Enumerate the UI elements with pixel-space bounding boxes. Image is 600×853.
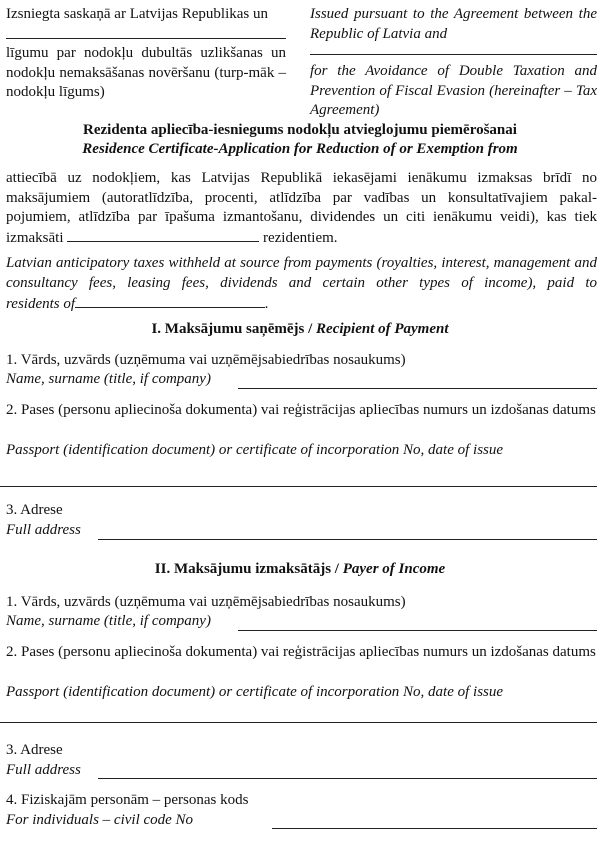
section1-heading-en: Recipient of Payment [316, 321, 449, 337]
s2-item1-en: Name, surname (title, if company) [6, 613, 211, 629]
intro-en: Latvian anticipatory taxes withheld at source from payments (royalties, interest, management and consultancy fees, leasing fees, dividends and certain other types of income), paid to [6, 255, 597, 291]
s2-item2-lv: 2. Pases (personu apliecinoša dokumenta) vai reģistrācijas apliecības numurs un izdošanas datums [6, 644, 596, 660]
intro-en-suffix: . [265, 296, 269, 312]
s2-civil-code-field[interactable] [272, 828, 597, 829]
s2-item3-lv: 3. Adrese [6, 742, 63, 758]
section2-heading-en: Payer of Income [342, 561, 446, 577]
intro-lv-last [6, 227, 597, 249]
header-left-line1: Izsniegta saskaņā ar Latvijas Republikas un [6, 6, 269, 22]
intro-lv: attiecībā uz nodokļiem, kas Latvijas Republikā iekasējami ienākumu izmaksas brīdī no maksājumiem (autoratlīdzība, procenti, atlīdzība par vadības un konsultatīvajiem pakal-pojumiem, atlīdzība par īpašuma izmantošanu, dividendes un citi ienākumu veidi), kas tiek [6, 170, 597, 225]
s2-item3-en: Full address [6, 762, 81, 778]
s1-name-field[interactable] [238, 388, 597, 389]
intro-en-last [6, 293, 597, 315]
s2-item1-lv: 1. Vārds, uzvārds (uzņēmuma vai uzņēmējsabiedrības nosaukums) [6, 594, 406, 610]
s2-passport-field[interactable] [0, 722, 597, 723]
section2-heading-lv: II. Maksājumu izmaksātājs / [154, 561, 343, 577]
section1-heading-lv: I. Maksājumu saņēmējs / [151, 321, 317, 337]
header-right-text: for the Avoidance of Double Taxation and Prevention of Fiscal Evasion (hereinafter – Tax Agreement) [310, 63, 597, 118]
title-lv: Rezidenta apliecība-iesniegums nodokļu atvieglojumu piemērošanai [83, 122, 517, 138]
country-blank-lv[interactable] [6, 38, 286, 39]
s1-item1-lv: 1. Vārds, uzvārds (uzņēmuma vai uzņēmējsabiedrības nosaukums) [6, 352, 406, 368]
s2-address-field[interactable] [98, 778, 597, 779]
header-left-text: līgumu par nodokļu dubultās uzlikšanas un nodokļu nemaksāšanas novēršanu (turp-māk – nodokļu līgums) [6, 45, 286, 100]
title-en: Residence Certificate-Application for Reduction of or Exemption from [82, 141, 518, 157]
s1-item2-lv: 2. Pases (personu apliecinoša dokumenta) vai reģistrācijas apliecības numurs un izdošanas datums [6, 402, 596, 418]
s1-item3-en: Full address [6, 522, 81, 538]
country-blank-en[interactable] [310, 54, 597, 55]
s2-item4-lv: 4. Fiziskajām personām – personas kods [6, 792, 249, 808]
s1-item3-lv: 3. Adrese [6, 502, 63, 518]
s1-address-field[interactable] [98, 539, 597, 540]
residents-country-lv-blank[interactable] [67, 227, 259, 242]
intro-lv-prefix: izmaksāti [6, 230, 64, 246]
section1-heading [0, 320, 600, 340]
s1-item1-en: Name, surname (title, if company) [6, 371, 211, 387]
s2-name-field[interactable] [238, 630, 597, 631]
s2-item2-en: Passport (identification document) or certificate of incorporation No, date of issue [6, 684, 504, 700]
residents-country-en-blank[interactable] [75, 293, 265, 308]
s1-item2-en: Passport (identification document) or certificate of incorporation No, date of issue [6, 442, 504, 458]
intro-en-prefix: residents of [6, 296, 76, 312]
section2-heading [0, 560, 600, 580]
header-right-line1: Issued pursuant to the Agreement between the Republic of Latvia and [310, 6, 597, 42]
s1-passport-field[interactable] [0, 486, 597, 487]
intro-lv-suffix: rezidentiem. [262, 230, 338, 246]
s2-item4-en: For individuals – civil code No [6, 812, 194, 828]
